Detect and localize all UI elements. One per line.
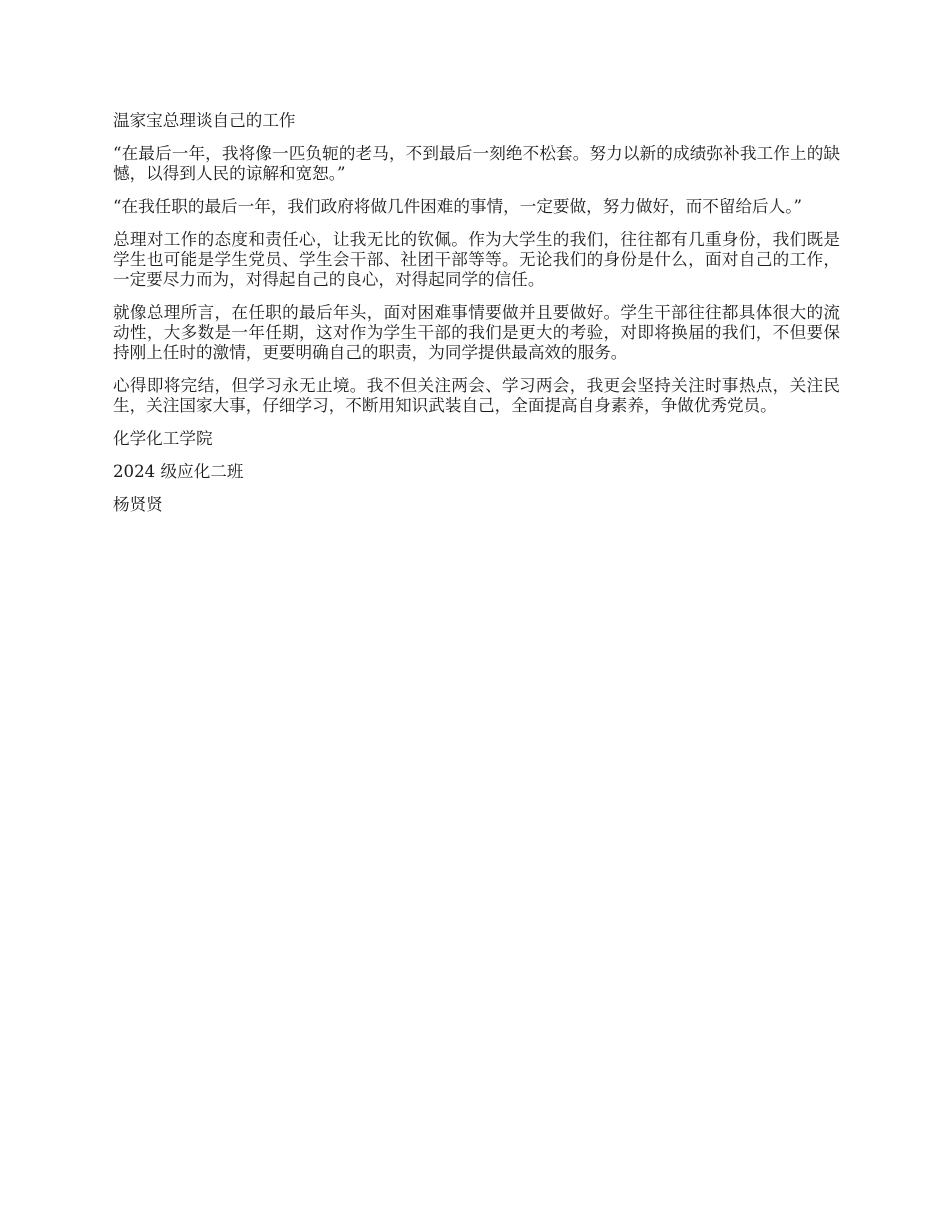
signature-author: 杨贤贤 bbox=[113, 495, 163, 514]
document-page bbox=[113, 111, 840, 528]
document-title: 温家宝总理谈自己的工作 bbox=[113, 111, 296, 130]
body-paragraph-3: 心得即将完结，但学习永无止境。我不但关注两会、学习两会，我更会坚持关注时事热点，关注民生，关注国家大事，仔细学习，不断用知识武装自己，全面提高自身素养，争做优秀党员。 bbox=[113, 376, 840, 415]
signature-school: 化学化工学院 bbox=[113, 429, 213, 448]
signature-class: 2024 级应化二班 bbox=[113, 462, 244, 481]
quote-paragraph-1: “在最后一年，我将像一匹负轭的老马，不到最后一刻绝不松套。努力以新的成绩弥补我工作上的缺憾，以得到人民的谅解和宽恕。” bbox=[113, 144, 840, 183]
body-paragraph-2: 就像总理所言，在任职的最后年头，面对困难事情要做并且要做好。学生干部往往都具体很大的流动性，大多数是一年任期，这对作为学生干部的我们是更大的考验，对即将换届的我们，不但要保持刚上任时的激情，更要明确自己的职责，为同学提供最高效的服务。 bbox=[113, 303, 840, 362]
quote-paragraph-2: “在我任职的最后一年，我们政府将做几件困难的事情，一定要做，努力做好，而不留给后人。” bbox=[113, 197, 803, 216]
body-paragraph-1: 总理对工作的态度和责任心，让我无比的钦佩。作为大学生的我们，往往都有几重身份，我们既是学生也可能是学生党员、学生会干部、社团干部等等。无论我们的身份是什么，面对自己的工作，一定要尽力而为，对得起自己的良心，对得起同学的信任。 bbox=[113, 230, 840, 289]
